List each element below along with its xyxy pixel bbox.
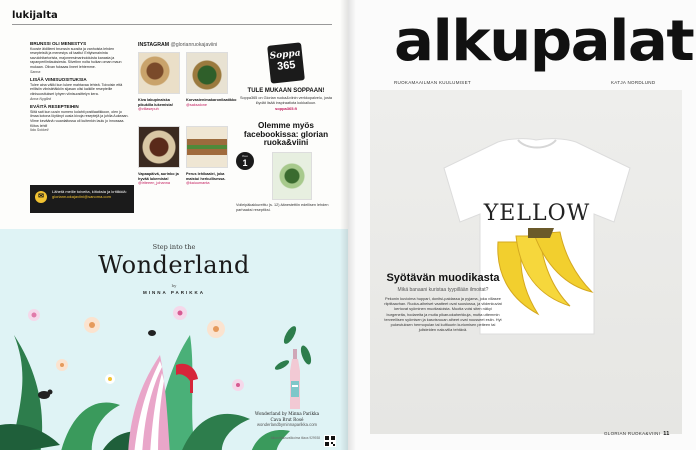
letter-signature: Anna Nygård: [30, 96, 51, 101]
promo-email-link[interactable]: glorianruokajaviini@sanoma.com: [52, 194, 111, 199]
qr-code-icon[interactable]: [324, 435, 336, 447]
instagram-caption: [138, 96, 180, 124]
caption-text: Perus lehikaalei, joka maistui herkullisessa.: [186, 172, 226, 181]
ad-product-info: [232, 411, 342, 428]
right-page: [348, 0, 696, 450]
flowers: [28, 306, 244, 391]
section-title: alkupalat: [394, 9, 694, 74]
facebook-photo: [272, 152, 312, 200]
ad-note: Alkon tilausvalikoima tilaus 929938: [270, 436, 320, 440]
article: [384, 272, 502, 332]
section-rule: [12, 24, 332, 25]
letter-body: Kooste äidillemi brunssin suosita ja vanhoista lehden resepteistä ja menestys oli taattu! Erityismaininta savulohitartorista, majoneesimarinoiduista kanasta ja rapanperilintiauksiesta. Siivelinn nolta huikan oman maun mukaan. Olivan fuksaas lineet lehtemme.: [30, 46, 122, 69]
shirt-text: YELLOW: [483, 201, 591, 226]
letter-heading: LISÄÄ VIINISUOSITUKSIA: [30, 77, 87, 83]
instagram-caption: [186, 96, 237, 124]
logo-bottom: 365: [276, 59, 297, 73]
letter-heading: BRUNSSI OLI MENESTYS: [30, 41, 87, 46]
article-body: Pekonin kuvioima huppari, donitsi-paidassa ja pyjama, joka villasee riiptitaavhan. Ruoka-aiheiset vaatteet ovat suosiossa, ja viidenkuviat kertovat syöminen muotiasioista. Muotia voisi siten näkyi burgeneita, hodareita ja muita pikaruokaherkkuja, mutta uttemmin terveellisen syömisen ja kasvisruuan aiheet ovat nousseet esiin. Hyt pukeutuksen hermopulan tai kulttuurin kuriomisen peiteen tai julisteiden nakuvilla tehtävä.: [384, 296, 502, 333]
logo-top: Soppa: [269, 48, 302, 62]
stripe-trunk: [128, 355, 170, 450]
author-name: KATJA NORDLUND: [611, 80, 656, 85]
instagram-photo: [138, 52, 180, 94]
instagram-grid: [138, 52, 237, 198]
caption-user: @villasepuh: [138, 107, 159, 112]
page-folio: [604, 431, 670, 437]
tshirt-photo: [370, 90, 682, 434]
facebook-title: Olemme myös facebookissa: glorian ruoka&viini: [243, 121, 329, 148]
instagram-caption: [186, 170, 228, 198]
ad-title: Wonderland: [98, 251, 250, 279]
letter-heading: EVÄITÄ RESEPTEIHIN: [30, 104, 79, 110]
reader-letters: [30, 42, 130, 133]
ad-brand: MINNA PARIKKA: [143, 290, 205, 295]
ad-by: by: [171, 283, 177, 288]
soppa-link[interactable]: soppa365.fi: [274, 105, 297, 111]
caption-user: @kaiuumanta: [186, 181, 210, 186]
soppa-text: Soppa365 on Glorian ruoka&viinin verkkopalvelu, josta löydät lisää inspiraatiota kokkailuun.: [239, 96, 333, 105]
facebook-section: [236, 122, 336, 212]
letter-signature: Sanna: [30, 69, 41, 74]
section-subtitle: RUOKAMAAILMAN KUULUMISET: [394, 80, 471, 85]
mail-icon: ✉: [35, 191, 47, 203]
caption-text: Vapaapäivä, aurinko ja hyvää lukemista!: [138, 172, 179, 181]
facebook-row: [236, 152, 336, 200]
instagram-section: [138, 42, 237, 198]
product-url[interactable]: wonderlandbyminnaparikka.com: [256, 422, 318, 428]
facebook-text: Voileipäkakkureittu (s. 12) äänestettiin edellisen lehden parhaaksi reseptiksi.: [236, 202, 329, 212]
instagram-photo: [138, 126, 180, 168]
feedback-promo: [30, 185, 134, 213]
month-badge: [236, 152, 254, 170]
letter-body: Siitä sait kun uusin numero kolahti postilaatikkoon, olen jo ilmaa kotona löytänyt uusia kivoja reseptejä ja juhlia Aukeaan. Viime keväänä ruuanlaitossa oli kuitenkin laulu jo innossaa. Kiitos lehti!: [30, 109, 129, 128]
article-subtitle: Mikä banaani kuristaa tyypillään ilmoitat?: [397, 287, 489, 293]
article-title: Syötävän muodikasta: [386, 272, 500, 284]
letter-body: Tulee aina väliki kun lukee mahtavaa lehteä. Toivoisin että erillisiin viinisiirtäkkiin sijasan olisi kaikille resepteille viinisuositukset lyhyen viinisuosittelyn kera.: [30, 82, 123, 96]
instagram-label: INSTAGRAM: [138, 42, 170, 48]
folio-label: GLORIAN RUOKA&VIINI: [604, 431, 661, 436]
letter-signature: Ilda Sokkeli: [30, 128, 49, 133]
cava-bottle: [288, 349, 302, 411]
caption-text: Korvasienimakaronilaatikko: [186, 98, 237, 102]
soppa-title: TULE MUKAAN SOPPAAN!: [247, 88, 325, 94]
ad-kicker: Step into the: [152, 243, 196, 251]
section-tag: lukijalta: [12, 10, 58, 21]
product-sub: Cava Brut Rosé: [270, 416, 304, 422]
badge-label: Kuu: [242, 153, 248, 158]
caption-text: Kiva lakupinaiska pikukilla lukemista!: [138, 98, 174, 107]
instagram-photo: [186, 52, 228, 94]
instagram-handle: @glorianruokajaviini: [170, 42, 218, 48]
instagram-caption: [138, 170, 180, 198]
instagram-heading: [138, 42, 228, 48]
soppa365-promo: [236, 44, 336, 111]
caption-user: @iriteeen_johanna: [138, 181, 170, 186]
creatures: [38, 330, 156, 399]
promo-text: Lähetä meille toiveita, kiitoksia ja kritiikkiä:: [52, 189, 127, 194]
caption-user: @saksalone: [186, 102, 207, 107]
badge-number: 1: [242, 157, 248, 168]
wonderland-ad: [0, 229, 348, 450]
soppa365-logo: [267, 42, 305, 83]
instagram-photo: [186, 126, 228, 168]
product-name: Wonderland by Minna Parikka: [254, 411, 320, 416]
page-number: 11: [663, 431, 670, 437]
